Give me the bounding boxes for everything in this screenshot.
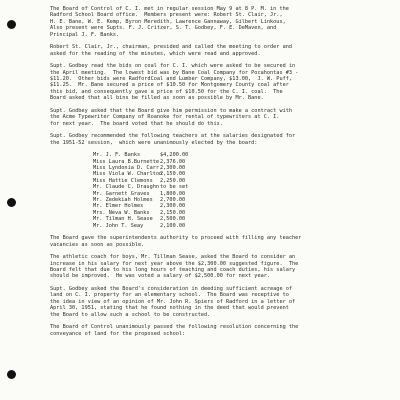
paragraph-teacher-recommendation: Supt. Godbey recommended the following teachers at the salaries designated for the 1951-52 session, which were unanimously elected by the board:: [50, 133, 296, 146]
teacher-salary: 2,300.00: [160, 203, 186, 210]
teacher-name: Miss Viola W. Charlton: [93, 171, 163, 178]
teacher-name: Mr. Claude C. Draughn: [93, 184, 160, 191]
teacher-salary: to be set: [160, 184, 189, 191]
paragraph-meeting-opening: The Board of Control of C. I. met in regular session May 9 at 8 P. M. in the Radford School Board office. Members present were: Robert St. Clair, Jr., H. E. Bane, W. E. Kemp, Byron Meredith, Lawrence Gannaway, Gilbert Linkous, Also present were Supts. F. J. Critzer, S. T. Godbey, F. E. DeMaven, and Principal J. F. Banks.: [50, 6, 289, 38]
teacher-salary: 2,376.00: [160, 158, 186, 165]
teacher-salary: 2,150.00: [160, 209, 186, 216]
teacher-salary: 2,300.00: [160, 165, 186, 172]
paragraph-vacancies: The Board gave the superintendents authority to proceed with filling any teacher vacancies as soon as possible.: [50, 235, 302, 248]
teacher-name: Mr. Elmer Holmes: [93, 203, 144, 210]
teacher-name: Miss Hattie Clemons: [93, 177, 153, 184]
teacher-salary: $4,200.00: [160, 152, 189, 159]
teacher-name: Mr. Zedekiah Holmes: [93, 196, 153, 203]
teacher-name: Miss Lyndonia D. Carr: [93, 165, 160, 172]
salary-list: [93, 152, 390, 229]
teacher-name: Mrs. Neva W. Banks: [93, 209, 150, 216]
punch-hole: [7, 198, 16, 207]
teacher-salary: 1,800.00: [160, 190, 186, 197]
teacher-salary: 2,250.00: [160, 177, 186, 184]
paragraph-typewriters: Supt. Godbey asked that the Board give him permission to make a contract with the Acme Typewriter Company of Roanoke for rental of typewriters at C. I. for next year. The board voted that he should do this.: [50, 107, 293, 127]
teacher-salary: 2,500.00: [160, 216, 186, 223]
paragraph-athletic-coach: The athletic coach for boys, Mr. Tillman Sease, asked the Board to consider an increase in his salary for next year above the $2,300.00 suggested figure. The Board felt that due to his long hours of teaching and coach duties, his salary should be improved. He was voted a salary of $2,500.00 for next year.: [50, 254, 299, 280]
teacher-name: Miss Laura B.Burnette: [93, 158, 160, 165]
paragraph-coal-bids: Supt. Godbey read the bids on coal for C. I. which were asked to be secured in the April meeting. The lowest bid was by Bane Coal Company for Pocahontas #3 - $11.20. Other bids were RadfordCoal and Lumber Company, $13.00, J. W. Puff, $11.25. Mr. Bane secured a price of $10.50 for Montgomery County coal after this bid, and consequently gave a price of $10.50 for the C. I. coal. The Board asked that all bins be filled as soon as possible by Mr. Bane.: [50, 63, 299, 102]
paragraph-resolution: The Board of Control unanimously passed the following resolution concerning the conveyance of land for the proposed school:: [50, 324, 299, 337]
paragraph-land-deed: Supt. Godbey asked the Board's consideration in deeding sufficient acreage of land on C. I. property for an elementary school. The Board was receptive to the idea in view of an opinion of Mr. John R. Spiers of Radford in a letter of April 30, 1951, stating that he found nothing in the deed that would prevent the Board to allow such a school to be constructed.: [50, 285, 296, 318]
minutes-text: [50, 6, 390, 343]
paragraph-chairman: Robert St. Clair, Jr., chairman, presided and called the meeting to order and asked for the reading of the minutes, which were read and approved.: [50, 44, 293, 57]
teacher-name: Mr. J. F. Banks: [93, 152, 141, 159]
teacher-name: Mr. Garnett Graves: [93, 190, 150, 197]
teacher-name: Mr. John T. Seay: [93, 222, 144, 229]
teacher-name: Mr. Tilman H. Sease: [93, 216, 153, 223]
teacher-salary: 2,700.00: [160, 196, 186, 203]
salary-row: [93, 223, 390, 229]
teacher-salary: 2,100.00: [160, 222, 186, 229]
punch-hole: [7, 20, 16, 29]
punch-hole: [7, 370, 16, 379]
teacher-salary: 2,150.00: [160, 171, 186, 178]
